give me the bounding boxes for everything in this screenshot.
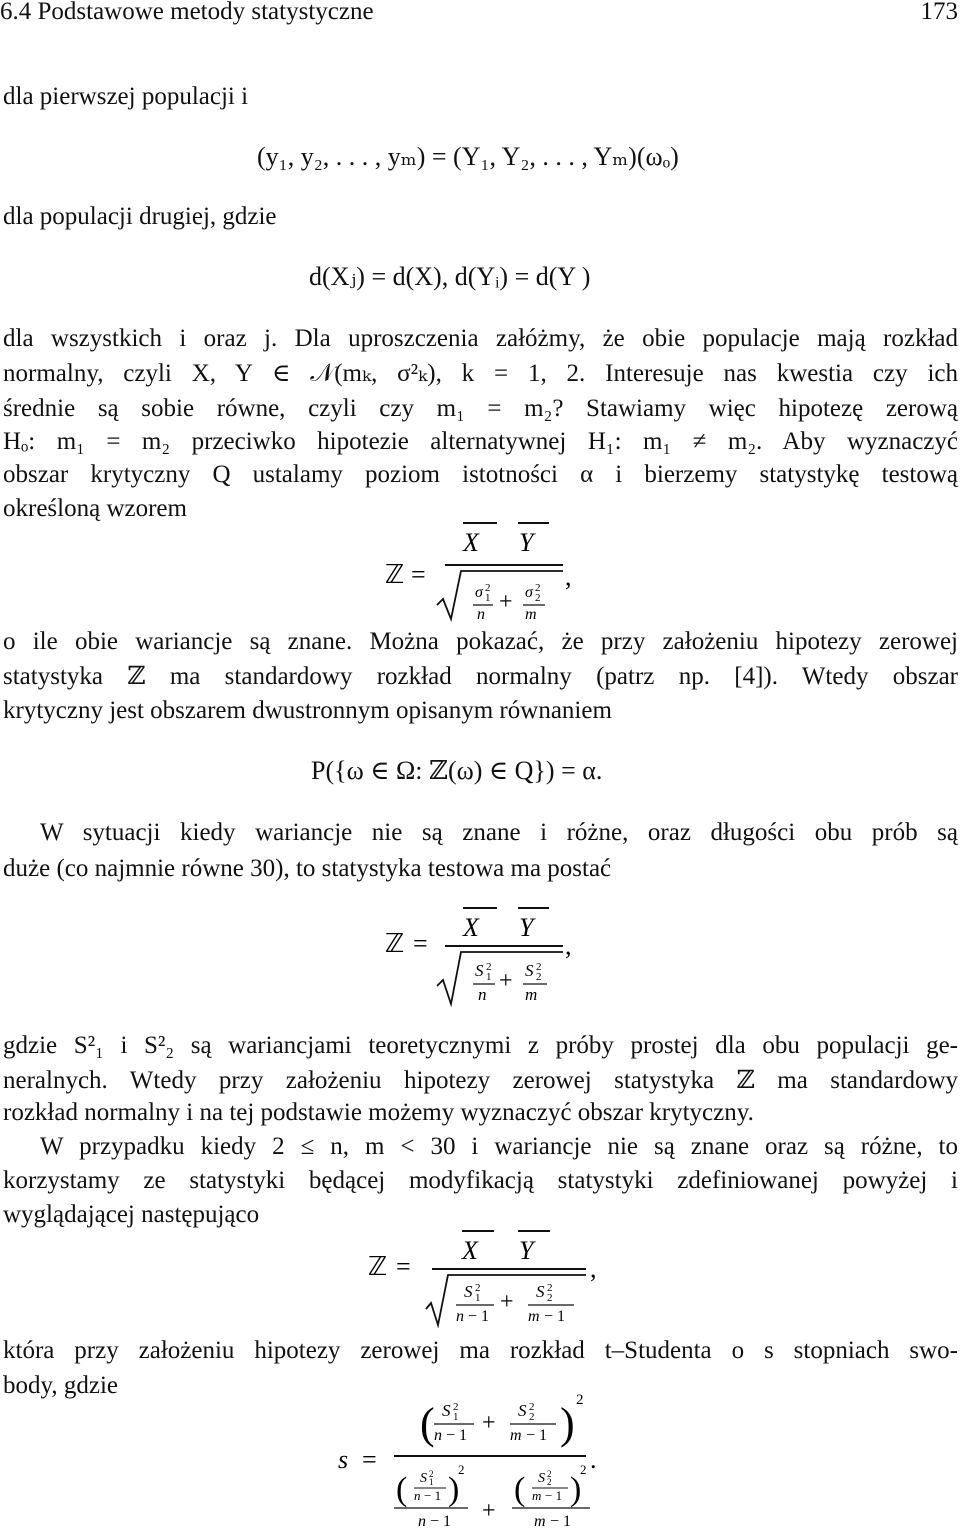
svg-text:S: S [442, 1401, 451, 1420]
svg-text:n: n [456, 1308, 464, 1325]
svg-text:S: S [475, 961, 484, 980]
svg-text:X: X [463, 528, 479, 557]
svg-text:1: 1 [485, 592, 491, 604]
svg-text:2: 2 [547, 1292, 553, 1304]
svg-text:2: 2 [535, 592, 541, 604]
svg-text:+: + [482, 1410, 496, 1436]
paragraph-line: neralnych. Wtedy przy założeniu hipotezy zerowej statystyka ℤ ma standardowy [3, 1067, 958, 1094]
svg-text:1: 1 [429, 1477, 434, 1487]
svg-text:2: 2 [529, 1401, 535, 1413]
svg-text:=: = [362, 1445, 377, 1474]
svg-text:− 1: − 1 [545, 1488, 563, 1503]
paragraph-line: W sytuacji kiedy wariancje nie są znane i różne, oraz długości obu prób są [40, 819, 958, 846]
svg-text:2: 2 [536, 961, 542, 973]
svg-text:X: X [463, 913, 479, 942]
svg-text:+: + [499, 589, 513, 615]
svg-text:1: 1 [486, 971, 492, 983]
svg-text:− 1: − 1 [468, 1308, 490, 1325]
svg-text:): ) [560, 1399, 575, 1448]
svg-text:n: n [477, 606, 485, 623]
svg-text:2: 2 [429, 1469, 434, 1479]
svg-text:S: S [538, 1471, 545, 1486]
equation-distribution: d(Xⱼ) = d(X), d(Yᵢ) = d(Y ) [309, 262, 591, 291]
svg-text:,: , [565, 931, 572, 960]
svg-text:− 1: − 1 [430, 1513, 452, 1530]
formula-graphic [338, 1392, 638, 1532]
svg-text:Y: Y [519, 528, 534, 557]
section-header: 6.4 Podstawowe metody statystyczne [0, 0, 374, 25]
svg-text:(: ( [396, 1471, 408, 1508]
svg-text:1: 1 [453, 1411, 459, 1423]
svg-text:n: n [434, 1427, 442, 1444]
paragraph-line: gdzie S²₁ i S²₂ są wariancjami teoretycznymi z próby prostej dla obu populacji ge- [3, 1032, 958, 1059]
formula-degrees-of-freedom [338, 1392, 638, 1532]
svg-text:ℤ: ℤ [385, 929, 405, 959]
svg-text:σ: σ [525, 584, 533, 601]
svg-text:− 1: − 1 [526, 1427, 548, 1444]
svg-text:m: m [532, 1488, 542, 1503]
svg-text:+: + [482, 1498, 496, 1524]
svg-text:s: s [338, 1445, 349, 1474]
svg-text:m: m [534, 1513, 546, 1530]
svg-text:m: m [510, 1427, 522, 1444]
svg-text:S: S [518, 1401, 527, 1420]
svg-text:2: 2 [547, 1477, 552, 1487]
svg-text:=: = [396, 1252, 411, 1281]
svg-text:S: S [420, 1471, 427, 1486]
paragraph-line: normalny, czyli X, Y ∈ 𝒩(mₖ, σ²ₖ), k = 1, 2. Interesuje nas kwestia czy ich [3, 360, 958, 387]
paragraph-line: dla wszystkich i oraz j. Dla uproszczenia załóżmy, że obie populacje mają rozkład [3, 325, 958, 352]
svg-text:m: m [525, 606, 537, 623]
formula-z-known-variance [385, 515, 625, 625]
svg-text:.: . [590, 1445, 597, 1474]
svg-text:(: ( [514, 1471, 526, 1508]
paragraph-line: korzystamy ze statystyki będącej modyfikacją statystyki zdefiniowanej powyżej i [3, 1167, 958, 1194]
formula-graphic [368, 1223, 628, 1328]
svg-text:S: S [464, 1282, 473, 1301]
formula-z-unknown-variance [385, 900, 625, 1010]
svg-text:+: + [500, 1289, 514, 1315]
equation-sample: (y₁, y₂, . . . , yₘ) = (Y₁, Y₂, . . . , Yₘ)(ωₒ) [257, 142, 679, 171]
paragraph-line: dla populacji drugiej, gdzie [3, 203, 277, 230]
svg-text:m: m [525, 985, 538, 1004]
svg-text:2: 2 [486, 961, 492, 973]
svg-text:2: 2 [547, 1282, 553, 1294]
svg-text:− 1: − 1 [550, 1513, 572, 1530]
svg-text:X: X [462, 1236, 478, 1265]
svg-text:− 1: − 1 [544, 1308, 566, 1325]
paragraph-line: wyglądającej następująco [3, 1201, 260, 1228]
paragraph-line: body, gdzie [3, 1372, 119, 1399]
svg-text:2: 2 [536, 971, 542, 983]
svg-text:Y: Y [519, 1236, 534, 1265]
paragraph-line: krytyczny jest obszarem dwustronnym opisanym równaniem [3, 697, 612, 724]
formula-graphic [385, 900, 625, 1010]
paragraph-line: która przy założeniu hipotezy zerowej ma rozkład t–Studenta o s stopniach swo- [3, 1337, 958, 1364]
paragraph-line: o ile obie wariancje są znane. Można pokazać, że przy założeniu hipotezy zerowej [3, 628, 958, 655]
page-number: 173 [920, 0, 958, 25]
svg-text:1: 1 [475, 1292, 481, 1304]
svg-text:2: 2 [535, 582, 541, 594]
svg-text:): ) [570, 1471, 582, 1508]
paragraph-line: Hₒ: m₁ = m₂ przeciwko hipotezie alternatywnej H₁: m₁ ≠ m₂. Aby wyznaczyć [3, 428, 958, 455]
svg-text:2: 2 [580, 1462, 587, 1477]
svg-text:− 1: − 1 [424, 1488, 442, 1503]
svg-text:σ: σ [475, 584, 483, 601]
paragraph-line: określoną wzorem [3, 495, 187, 522]
svg-text:S: S [536, 1282, 545, 1301]
equation-critical-region: P({ω ∈ Ω: ℤ(ω) ∈ Q}) = α. [311, 756, 603, 785]
paragraph-line: rozkład normalny i na tej podstawie możemy wyznaczyć obszar krytyczny. [3, 1099, 754, 1126]
svg-text:− 1: − 1 [446, 1427, 468, 1444]
paragraph-line: obszar krytyczny Q ustalamy poziom istotności α i bierzemy statystykę testową [3, 461, 958, 488]
svg-text:2: 2 [475, 1282, 481, 1294]
svg-text:ℤ: ℤ [368, 1252, 388, 1282]
formula-graphic [385, 515, 625, 625]
svg-text:S: S [525, 961, 534, 980]
svg-text:=: = [411, 560, 426, 589]
paragraph-line: duże (co najmnie równe 30), to statystyka testowa ma postać [3, 855, 612, 882]
svg-text:n: n [418, 1513, 426, 1530]
svg-text:=: = [413, 929, 428, 958]
formula-z-small-sample [368, 1223, 628, 1328]
svg-text:2: 2 [576, 1392, 584, 1408]
paragraph-line: W przypadku kiedy 2 ≤ n, m < 30 i wariancje nie są znane oraz są różne, to [40, 1133, 958, 1160]
svg-text:2: 2 [458, 1462, 465, 1477]
paragraph-line: dla pierwszej populacji i [3, 83, 249, 110]
svg-text:(: ( [420, 1399, 435, 1448]
svg-text:n: n [414, 1488, 421, 1503]
svg-text:+: + [499, 968, 513, 994]
svg-text:,: , [565, 562, 572, 591]
svg-text:): ) [448, 1471, 460, 1508]
svg-text:2: 2 [529, 1411, 535, 1423]
paragraph-line: statystyka ℤ ma standardowy rozkład normalny (patrz np. [4]). Wtedy obszar [3, 663, 958, 690]
svg-text:m: m [528, 1308, 540, 1325]
svg-text:n: n [478, 985, 487, 1004]
svg-text:2: 2 [485, 582, 491, 594]
paragraph-line: średnie są sobie równe, czyli czy m₁ = m₂? Stawiamy więc hipotezę zerową [3, 395, 958, 422]
svg-text:2: 2 [453, 1401, 459, 1413]
svg-text:,: , [590, 1254, 597, 1283]
svg-text:2: 2 [547, 1469, 552, 1479]
svg-text:ℤ: ℤ [385, 560, 405, 590]
svg-text:Y: Y [519, 913, 534, 942]
